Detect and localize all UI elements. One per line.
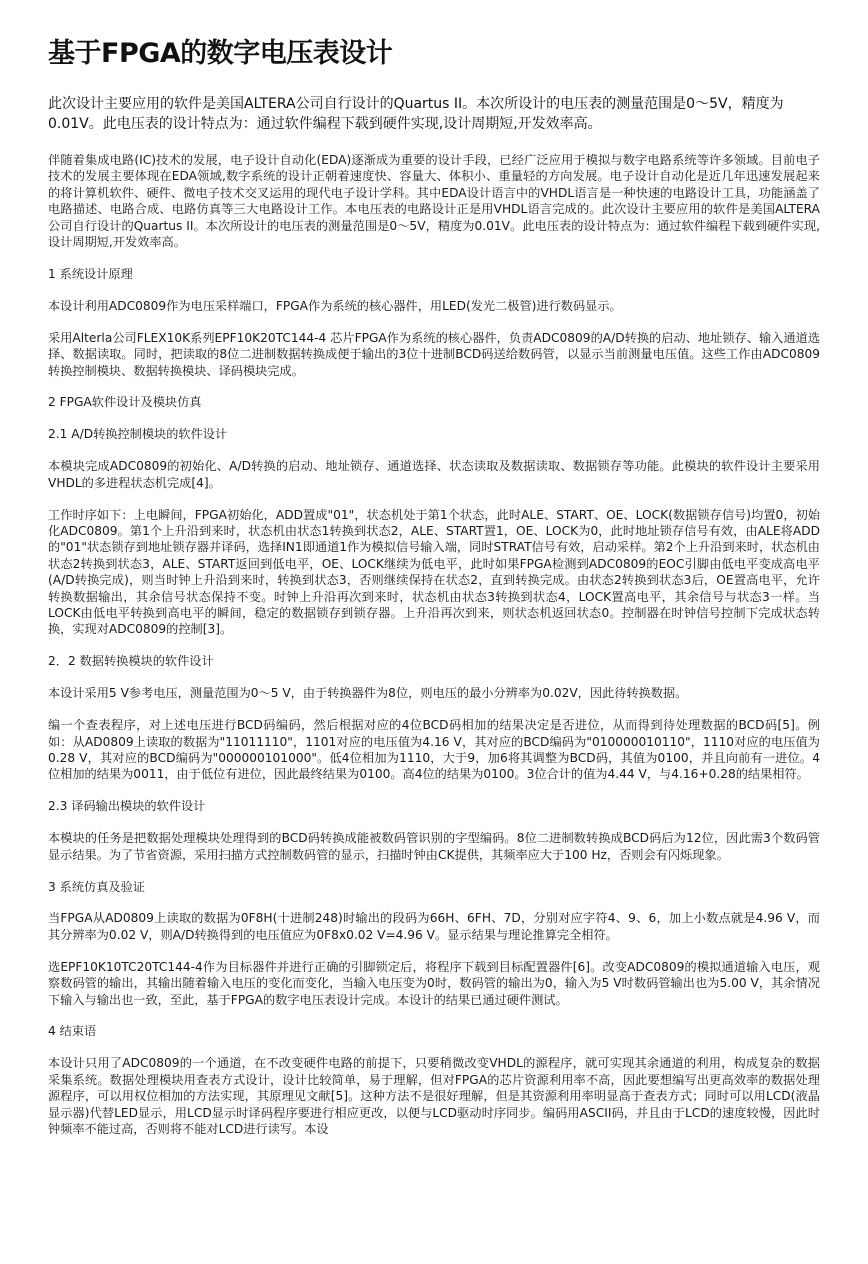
section-heading-3: 3 系统仿真及验证 — [48, 879, 145, 894]
section-heading-2-2: 2．2 数据转换模块的软件设计 — [48, 654, 214, 669]
section-heading-1: 1 系统设计原理 — [48, 266, 133, 281]
section-heading-4: 4 结束语 — [48, 1024, 97, 1039]
document-body — [48, 94, 820, 1264]
paragraph-conclusion: 本设计只用了ADC0809的一个通道，在不改变硬件电路的前提下，只要稍微改变VHDL的源程序，就可实现其余通道的利用，构成复杂的数据采集系统。数据处理模块用查表方式设计，设计比较简单，易于理解，但对FPGA的芯片资源利用率不高，因此要想编写出更高效率的数据处理源程序，可以用权位相加的方法实现，其原理见文献[5]。这种方法不是很好理解，但是其资源利用率明显高于查表方式；同时可以用LCD(液晶显示器)代替LED显示，用LCD显示时译码程序要进行相应更改，以便与LCD驱动时序同步。编码用ASCII码，并且由于LCD的速度较慢，因此时钟频率不能过高，否则将不能对LCD进行读写。本设 — [48, 1056, 820, 1136]
paragraph-core-device: 采用Alterla公司FLEX10K系列EPF10K20TC144-4 芯片FPGA作为系统的核心器件，负责ADC0809的A/D转换的启动、地址锁存、输入通道选择、数据读取。同时，把读取的8位二进制数据转换成便于输出的3位十进制BCD码送给数码管，以显示当前测量电压值。这些工作由ADC0809转换控制模块、数据转换模块、译码模块完成。 — [48, 330, 820, 378]
paragraph-simulation: 当FPGA从AD0809上读取的数据为0F8H(十进制248)时输出的段码为66H、6FH、7D，分别对应字符4、9、6，加上小数点就是4.96 V，而其分辨率为0.02 V，则A/D转换得到的电压值应为0F8x0.02 V=4.96 V。显示结果与理论推算完全相符。 — [48, 911, 820, 942]
section-heading-2-1: 2.1 A/D转换控制模块的软件设计 — [48, 427, 228, 442]
paragraph-lookup-table: 编一个查表程序，对上述电压进行BCD码编码，然后根据对应的4位BCD码相加的结果决定是否进位，从而得到待处理数据的BCD码[5]。例如：从AD0809上读取的数据为"11011110"，1101对应的电压值为4.16 V，其对应的BCD编码为"010000010110"，1110对应的电压值为0.28 V，其对应的BCD编码为"000000101000"。低4位相加为1110，大于9，加6将其调整为BCD码，其值为0100，并且向前有一进位。4位相加的结果为0011，由于低位有进位，因此最终结果为0100。高4位的结果为0100。3位合计的值为4.44 V，与4.16+0.28的结果相符。 — [48, 718, 820, 782]
section-heading-2: 2 FPGA软件设计及模块仿真 — [48, 395, 202, 410]
paragraph-reference-voltage: 本设计采用5 V参考电压，测量范围为0～5 V，由于转换器件为8位，则电压的最小分辨率为0.02V，因此待转换数据。 — [48, 686, 688, 701]
paragraph-verification: 选EPF10K10TC20TC144-4作为目标器件并进行正确的引脚锁定后，将程序下载到目标配置器件[6]。改变ADC0809的模拟通道输入电压，观察数码管的输出，其输出随着输入电压的变化而变化，当输入电压变为0时，数码管的输出为0，输入为5 V时数码管输出也为5.00 V，其余情况下输入与输出也一致，至此，基于FPGA的数字电压表设计完成。本设计的结果已通过硬件测试。 — [48, 959, 820, 1007]
paragraph-background: 伴随着集成电路(IC)技术的发展，电子设计自动化(EDA)逐渐成为重要的设计手段，已经广泛应用于模拟与数字电路系统等许多领域。目前电子技术的发展主要体现在EDA领域,数字系统的设计正朝着速度快、容量大、体积小、重量轻的方向发展。电子设计自动化是近几年迅速发展起来的将计算机软件、硬件、微电子技术交叉运用的现代电子设计学科。其中EDA设计语言中的VHDL语言是一种快速的电路设计工具，功能涵盖了电路描述、电路合成、电路仿真等三大电路设计工作。本电压表的电路设计正是用VHDL语言完成的。此次设计主要应用的软件是美国ALTERA公司自行设计的Quartus II。本次所设计的电压表的测量范围是0～5V，精度为0.01V。此电压表的设计特点为：通过软件编程下载到硬件实现,设计周期短,开发效率高。 — [48, 153, 820, 250]
paragraph-timing: 工作时序如下：上电瞬间，FPGA初始化，ADD置成"01"，状态机处于第1个状态，此时ALE、START、OE、LOCK(数据锁存信号)均置0，初始化ADC0809。第1个上升沿到来时，状态机由状态1转换到状态2，ALE、START置1，OE、LOCK为0，此时地址锁存信号有效，由ALE将ADD的"01"状态锁存到地址锁存器并译码，选择IN1即通道1作为模拟信号输入端，同时STRAT信号有效，启动采样。第2个上升沿到来时，状态机由状态2转换到状态3，ALE、START返回到低电平，OE、LOCK继续为低电平，此时如果FPGA检测到ADC0809的EOC引脚由低电平变成高电平(A/D转换完成)，则当时钟上升沿到来时，转换到状态3，否则继续保持在状态2，直到转换完成。由状态2转换到状态3后，OE置高电平，允许转换数据输出，其余信号状态保持不变。时钟上升沿再次到来时，状态机由状态3转换到状态4，LOCK置高电平，其余信号与状态3一样。当LOCK由低电平转换到高电平的瞬间，稳定的数据锁存到锁存器。上升沿再次到来，则状态机返回状态0。控制器在时钟信号控制下完成状态转换，实现对ADC0809的控制[3]。 — [48, 507, 820, 637]
document-title: 基于FPGA的数字电压表设计 — [48, 38, 393, 69]
intro-paragraph: 此次设计主要应用的软件是美国ALTERA公司自行设计的Quartus II。本次所设计的电压表的测量范围是0～5V，精度为0.01V。此电压表的设计特点为：通过软件编程下载到硬件实现,设计周期短,开发效率高。 — [48, 96, 784, 132]
paragraph-decoder: 本模块的任务是把数据处理模块处理得到的BCD码转换成能被数码管识别的字型编码。8位二进制数转换成BCD码后为12位，因此需3个数码管显示结果。为了节省资源，采用扫描方式控制数码管的显示，扫描时钟由CK提供，其频率应大于100 Hz，否则会有闪烁现象。 — [48, 831, 820, 862]
paragraph-system-overview: 本设计利用ADC0809作为电压采样端口，FPGA作为系统的核心器件，用LED(发光二极管)进行数码显示。 — [48, 298, 622, 313]
section-heading-2-3: 2.3 译码输出模块的软件设计 — [48, 799, 206, 814]
paragraph-ad-module: 本模块完成ADC0809的初始化、A/D转换的启动、地址锁存、通道选择、状态读取及数据读取、数据锁存等功能。此模块的软件设计主要采用VHDL的多进程状态机完成[4]。 — [48, 459, 820, 490]
